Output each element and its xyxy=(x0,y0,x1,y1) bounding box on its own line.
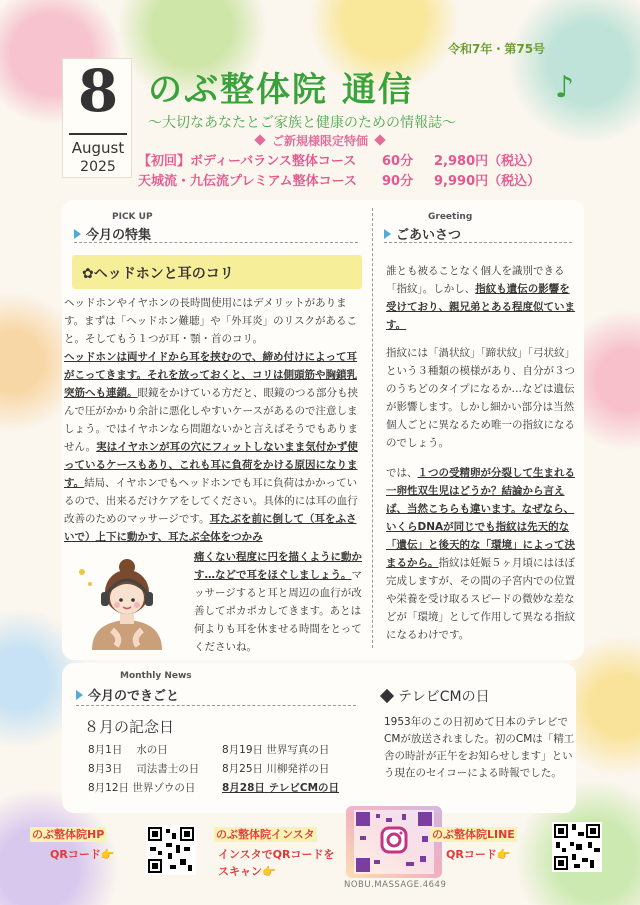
tv-cm-text: 1953年のこの日初めて日本のテレビでCMが放送されました。初のCMは「精工舎の時計が正午をお知らせします」という現在のセイコーによる時報でした。 xyxy=(384,716,575,779)
heading-underline xyxy=(76,705,356,706)
hp-label-text: のぶ整体院HP xyxy=(32,828,105,841)
feature-title: ✿ヘッドホンと耳のコリ xyxy=(82,266,234,282)
insta-caption: スキャン👉 xyxy=(218,865,276,878)
campaign-label: ご新規様限定特価 xyxy=(272,134,369,148)
tv-cm-heading xyxy=(382,686,490,706)
memorial-date: 8月28日 xyxy=(222,782,265,794)
greeting-heading-text: ごあいさつ xyxy=(396,228,462,243)
diamond-icon xyxy=(254,134,265,145)
diamond-icon xyxy=(374,134,385,145)
newsletter-subtitle: ～大切なあなたとご家族と健康のための情報誌～ xyxy=(148,115,456,131)
course-time: 60分 xyxy=(382,154,414,169)
year: 2025 xyxy=(80,159,116,175)
greeting-paragraph-3 xyxy=(386,464,578,644)
line-qr-code[interactable] xyxy=(552,822,602,872)
memorial-day xyxy=(88,780,195,795)
month-card xyxy=(62,58,132,178)
newsletter-title: のぶ整体院 通信 xyxy=(148,70,414,110)
greeting-paragraph-1 xyxy=(386,262,578,334)
column-divider xyxy=(372,208,373,648)
highlight-text: 痛くない程度に円を描くように動かす…などで耳をほぐしましょう。 xyxy=(194,551,362,581)
line-label xyxy=(430,826,517,842)
heading-underline xyxy=(74,242,358,243)
heading-underline xyxy=(384,242,572,243)
greeting-label-en: Greeting xyxy=(428,212,473,222)
highlight-text: 耳たぶを前に倒して（耳をふさいで）上下に動かす、耳たぶ全体をつかみ xyxy=(64,513,357,543)
feature-paragraph-3 xyxy=(194,548,366,656)
highlight-text: 実はイヤホンが耳の穴にフィットしないまま気付かず使っているケースもあり、これも耳に負荷をかける原因になります。 xyxy=(64,441,358,489)
news-heading-text: 今月のできごと xyxy=(88,689,180,704)
memorial-date: 8月3日 xyxy=(88,763,123,775)
hp-qr-caption: QRコード👉 xyxy=(50,848,115,861)
memorial-day xyxy=(222,761,329,776)
highlight-text: ヘッドホンは両サイドから耳を挟むので、締め付けによって耳がこってきます。それを放っておくと、コリは側頭筋や胸鎖乳突筋へも連鎖。 xyxy=(64,351,358,399)
memorial-name: 世界写真の日 xyxy=(266,744,330,756)
month-number: 8 xyxy=(77,57,119,125)
greeting-paragraph-2: 指紋には「渦状紋」「蹄状紋」「弓状紋」という３種類の模様があり、自分が３つのうちどのタイプになるか…などは遺伝が影響します。しかし細かい部分は当然個人ごとに異なるため唯一の指紋になるのでしょう。 xyxy=(386,347,575,449)
memorial-date: 8月1日 xyxy=(88,744,123,756)
memorial-date: 8月19日 xyxy=(222,744,264,756)
campaign-heading xyxy=(248,132,392,149)
highlight-text: １つの受精卵が分裂して生まれる一卵性双生児はどうか？結論から言えば、当然こちらも違います。なぜなら、いくらDNAが同じでも指紋は先天的な「遺伝」と後天的な「環境」によって決まるから。 xyxy=(386,467,575,569)
memorial-day xyxy=(88,742,168,757)
issue-number: 令和7年・第75号 xyxy=(448,42,546,56)
hp-label xyxy=(30,826,106,842)
memorial-days-title: ８月の記念日 xyxy=(84,718,175,736)
pickup-heading xyxy=(74,224,151,243)
course-price: 9,990円（税込） xyxy=(434,174,541,189)
course-name: 天城流・九伝流プレミアム整体コース xyxy=(138,174,357,189)
instagram-handle: NOBU.MASSAGE.4649 xyxy=(344,880,447,890)
memorial-day xyxy=(88,761,199,776)
insta-caption: インスタでQRコードを xyxy=(218,848,335,861)
body-text: 指紋は妊娠５ヶ月頃にはほぼ完成しますが、その間の子宮内での位置や栄養を受け取るスピードの微妙な差などが「環境」として作用して異なる指紋になるわけです。 xyxy=(386,557,575,641)
diamond-bullet-icon xyxy=(380,689,394,703)
triangle-icon xyxy=(74,229,81,239)
triangle-icon xyxy=(384,229,391,239)
body-text: では、 xyxy=(386,467,418,479)
line-qr-caption: QRコード👉 xyxy=(446,848,511,861)
price-row xyxy=(138,150,558,168)
month-name: August xyxy=(71,139,125,157)
memorial-name: 司法書士の日 xyxy=(136,763,200,775)
body-text: 誰とも被ることなく個人を識別できる「指紋」。しかし、 xyxy=(386,265,565,295)
insta-label xyxy=(214,826,317,842)
greeting-heading xyxy=(384,224,461,243)
feature-paragraph-2 xyxy=(64,348,364,546)
highlight-text: 指紋も遺伝の影響を受けており、親兄弟とある程度似ています。 xyxy=(386,283,575,331)
triangle-icon xyxy=(76,690,83,700)
instagram-qr-code[interactable] xyxy=(346,806,442,878)
insta-label-text: のぶ整体院インスタ xyxy=(216,828,315,841)
memorial-day xyxy=(222,742,329,757)
news-label-en: Monthly News xyxy=(120,671,192,681)
course-name: 【初回】ボディーバランス整体コース xyxy=(138,154,357,169)
pickup-label-en: PICK UP xyxy=(112,212,153,222)
feature-paragraph-1: ヘッドホンやイヤホンの長時間使用にはデメリットがあります。まずは「ヘッドホン難聴」や「外耳炎」のリスクがあること。そしてもう１つが耳・顎・首のコリ。 xyxy=(64,297,357,345)
tv-cm-title: テレビCMの日 xyxy=(398,689,490,705)
music-note-icon: ♪ xyxy=(555,70,575,105)
body-text: 眼鏡をかけている方だと、眼鏡のつる部分も挟んで圧がかかり余計に悪化しやすいケースがあるので注意しましょう。ではイヤホンなら問題ないかと言えばそうでもありません。 xyxy=(64,387,358,453)
memorial-name: 世界ゾウの日 xyxy=(132,782,196,794)
course-price: 2,980円（税込） xyxy=(434,154,541,169)
month-divider xyxy=(69,133,127,135)
memorial-date: 8月25日 xyxy=(222,763,264,775)
memorial-name: テレビCMの日 xyxy=(268,782,340,794)
memorial-date: 8月12日 xyxy=(88,782,130,794)
news-heading xyxy=(76,685,179,704)
body-text: マッサージすると耳と周辺の血行が改善してポカポカしてきます。あとは何よりも耳を休ませる時間をとってくださいね。 xyxy=(194,569,362,653)
memorial-name: 川柳発祥の日 xyxy=(266,763,330,775)
pickup-heading-text: 今月の特集 xyxy=(86,228,152,243)
memorial-day-highlight xyxy=(222,780,339,795)
body-text: 結局、イヤホンでもヘッドホンでも耳に負荷はかかっているので、出来るだけケアをしてください。具体的には耳の血行改善のためのマッサージです。 xyxy=(64,477,358,525)
memorial-name: 水の日 xyxy=(136,744,168,756)
line-label-text: のぶ整体院LINE xyxy=(432,828,515,841)
price-row xyxy=(138,170,558,188)
hp-qr-code[interactable] xyxy=(146,825,196,875)
person-with-headphones-illustration xyxy=(72,550,182,658)
course-time: 90分 xyxy=(382,174,414,189)
